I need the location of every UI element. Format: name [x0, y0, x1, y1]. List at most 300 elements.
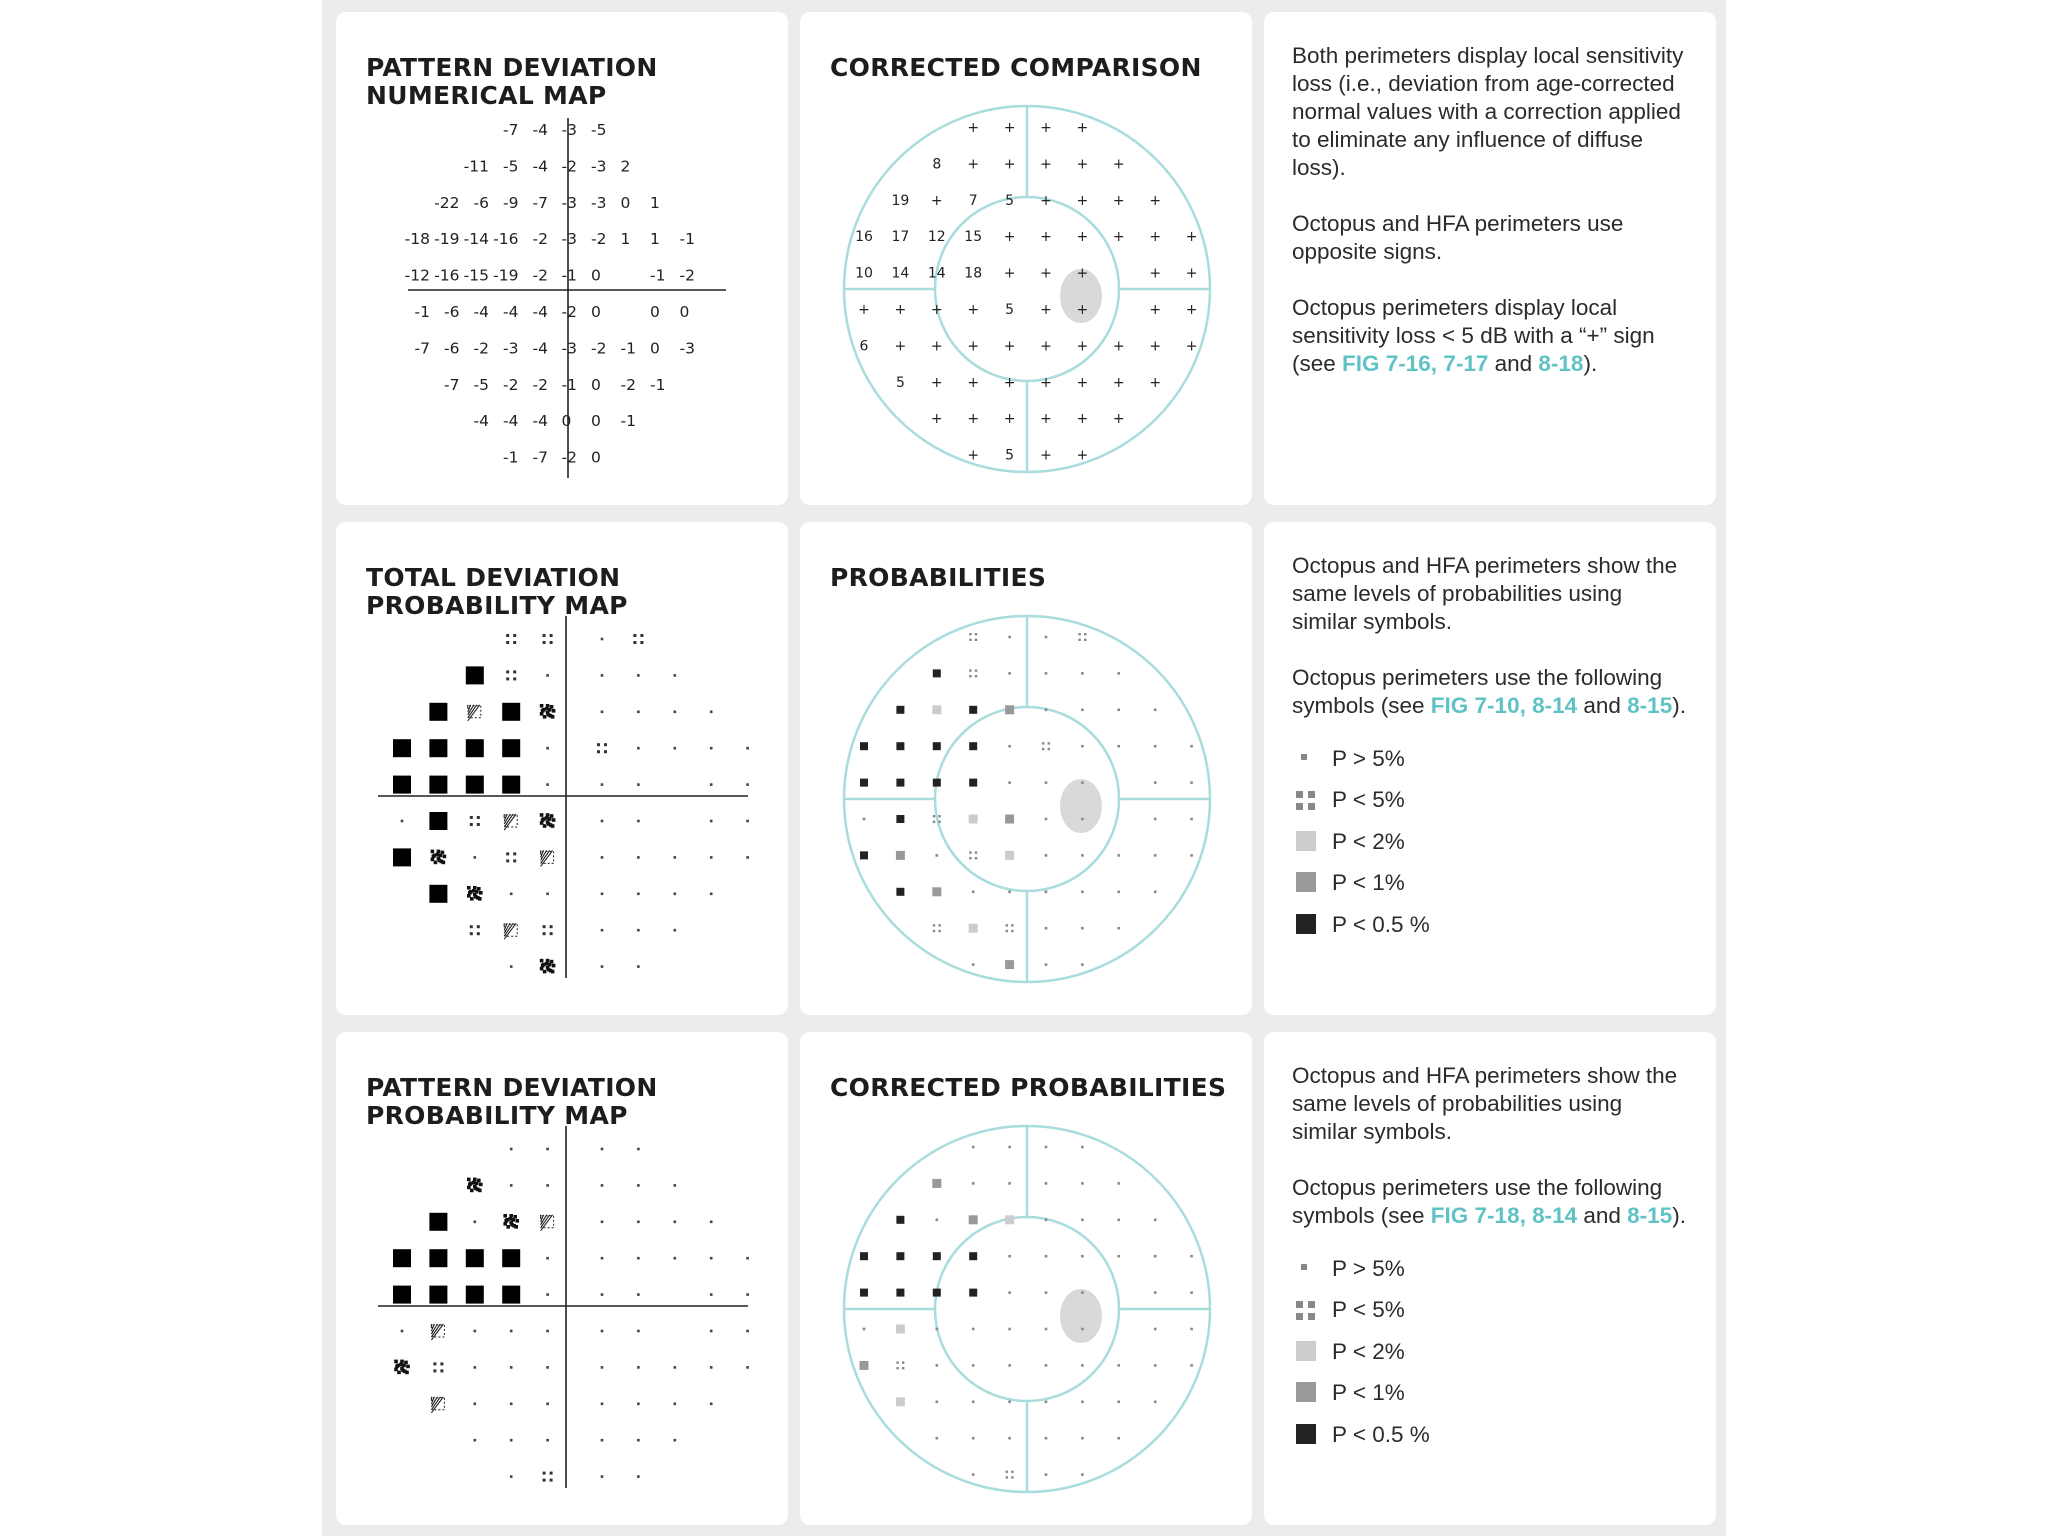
symbol-p-gt-5: [1081, 818, 1084, 821]
symbol-p-gt-5: [601, 1148, 604, 1151]
grid-value: -4: [532, 303, 548, 321]
legend-item-p-gt-5: [1292, 1248, 1692, 1290]
symbol-p-gt-5: [1045, 927, 1048, 930]
symbol-p-lt-5: [969, 669, 977, 677]
blind-spot: [1060, 1289, 1102, 1343]
symbol-p-lt-1: [932, 1179, 941, 1188]
symbol-p-gt-5: [546, 783, 549, 786]
grid-value: -4: [503, 303, 519, 321]
symbol-p-gt-5: [1045, 636, 1048, 639]
symbol-p-gt-5: [1008, 1146, 1011, 1149]
symbol-p-lt-1: [1005, 815, 1014, 824]
numeric-grid: [336, 12, 788, 505]
grid-value: +: [1185, 302, 1198, 318]
grid-value: 0: [591, 448, 601, 467]
grid-value: +: [1040, 229, 1052, 246]
symbol-p-gt-5: [1045, 672, 1048, 675]
symbol-p-gt-5: [401, 820, 404, 823]
symbol-p-gt-5: [1081, 1328, 1084, 1331]
symbol-p-lt-5: [933, 924, 941, 932]
paragraph-text: Octopus perimeters display local sensitivity loss < 5 dB with a “+” sign (see: [1292, 295, 1655, 376]
grid-value: +: [1076, 120, 1089, 136]
grid-value: -1: [503, 448, 519, 467]
symbol-p-gt-5: [1045, 1182, 1048, 1185]
legend-symbol-p-lt-5: [1294, 787, 1320, 813]
grid-value: +: [1076, 156, 1089, 173]
symbol-p-gt-5: [1081, 1255, 1084, 1258]
grid-value: +: [1040, 192, 1052, 209]
visual-field: [844, 616, 1210, 982]
symbol-p-gt-5: [674, 711, 677, 714]
paragraph-text: and: [1488, 351, 1539, 376]
panel-pattern-deviation-numerical: [336, 12, 788, 505]
symbol-p-gt-5: [637, 893, 640, 896]
symbol-p-gt-5: [601, 1403, 604, 1406]
figure-reference: 8-18: [1538, 351, 1584, 376]
symbol-p-gt-5: [1081, 891, 1084, 894]
grid-value: -3: [561, 121, 577, 139]
symbol-p-lt-05: [933, 742, 941, 750]
grid-value: -4: [473, 412, 489, 431]
symbol-p-gt-5: [637, 1293, 640, 1296]
description-paragraph: [1292, 42, 1692, 182]
paragraph-text: Octopus and HFA perimeters show the same levels of probabilities using similar symbols.: [1292, 553, 1678, 634]
symbol-p-lt-1: [503, 1214, 519, 1229]
grid-value: +: [1076, 192, 1089, 209]
symbol-p-lt-2: [504, 923, 517, 939]
symbol-p-gt-5: [510, 1184, 513, 1187]
symbol-p-gt-5: [1008, 1437, 1011, 1440]
symbol-p-gt-5: [972, 1182, 975, 1185]
grid-value: +: [1149, 192, 1162, 209]
symbol-p-gt-5: [601, 1184, 604, 1187]
symbol-p-gt-5: [1045, 818, 1048, 821]
symbol-p-lt-2: [431, 1397, 444, 1413]
symbol-p-lt-2: [932, 705, 941, 714]
symbol-p-lt-05: [466, 1249, 484, 1267]
symbol-p-gt-5: [1154, 891, 1157, 894]
symbol-p-gt-5: [710, 820, 713, 823]
grid-value: -3: [591, 157, 607, 176]
grid-value: 17: [891, 229, 910, 246]
legend-symbol-p-lt-2: [1294, 1339, 1320, 1365]
symbol-p-lt-2: [969, 815, 978, 824]
grid-value: +: [967, 374, 980, 391]
symbol-p-lt-5: [470, 816, 480, 826]
symbol-p-gt-5: [936, 1437, 939, 1440]
symbol-p-gt-5: [601, 1475, 604, 1478]
symbol-p-gt-5: [1045, 963, 1048, 966]
paragraph-text: Octopus perimeters use the following symbols (see: [1292, 665, 1663, 718]
symbol-p-lt-05: [502, 1286, 520, 1304]
symbol-p-gt-5: [1118, 1364, 1121, 1367]
symbol-p-gt-5: [1081, 781, 1084, 784]
symbol-p-lt-05: [933, 779, 941, 787]
paragraph-text: Octopus perimeters use the following symbols (see: [1292, 1175, 1663, 1228]
symbol-p-gt-5: [601, 1257, 604, 1260]
figure-reference: FIG 7-18, 8-14: [1430, 1203, 1578, 1228]
symbol-p-gt-5: [1008, 1328, 1011, 1331]
grid-value: -2: [473, 339, 489, 358]
grid-value: -12: [404, 266, 430, 285]
symbol-p-gt-5: [1154, 1291, 1157, 1294]
grid-value: +: [967, 156, 980, 173]
symbol-p-lt-05: [896, 1289, 904, 1297]
grid-value: -4: [503, 412, 519, 431]
symbol-p-lt-05: [502, 776, 520, 794]
symbol-p-gt-5: [863, 818, 866, 821]
blind-spot: [1060, 779, 1102, 833]
symbol-p-gt-5: [710, 893, 713, 896]
symbol-p-lt-5: [543, 1472, 553, 1482]
legend-item-p-lt-2: [1292, 1331, 1692, 1373]
symbol-p-gt-5: [546, 674, 549, 677]
description-paragraph: [1292, 210, 1692, 266]
symbol-p-lt-1: [467, 886, 483, 901]
panel-corrected-probabilities: [800, 1032, 1252, 1525]
title-line-1: TOTAL DEVIATION: [366, 563, 621, 592]
symbol-p-lt-5: [1042, 742, 1050, 750]
symbol-p-gt-5: [546, 1148, 549, 1151]
symbol-p-gt-5: [637, 929, 640, 932]
grid-value: -3: [503, 339, 519, 358]
symbol-p-gt-5: [936, 1364, 939, 1367]
symbol-p-lt-2: [541, 850, 554, 866]
symbol-p-gt-5: [746, 1366, 749, 1369]
symbol-p-lt-05: [429, 703, 447, 721]
symbol-p-gt-5: [546, 1257, 549, 1260]
symbol-p-gt-5: [674, 1184, 677, 1187]
symbol-p-gt-5: [1008, 672, 1011, 675]
symbol-p-gt-5: [546, 1293, 549, 1296]
symbol-p-gt-5: [601, 929, 604, 932]
symbol-p-gt-5: [1081, 672, 1084, 675]
symbol-p-lt-05: [896, 779, 904, 787]
grid-value: -1: [620, 412, 636, 431]
grid-value: +: [1185, 265, 1198, 282]
visual-field: [844, 1126, 1210, 1492]
symbol-p-gt-5: [710, 783, 713, 786]
legend-symbol-p-lt-05: [1294, 912, 1320, 938]
corrected-comparison-field: [800, 12, 1252, 505]
symbol-p-gt-5: [1008, 1255, 1011, 1258]
grid-value: -16: [493, 230, 519, 249]
symbol-p-lt-05: [429, 1213, 447, 1231]
grid-value: -3: [679, 339, 695, 358]
symbol-p-gt-5: [1154, 1401, 1157, 1404]
grid-value: +: [967, 120, 980, 136]
grid-value: -4: [473, 303, 489, 321]
symbol-p-lt-05: [969, 1252, 977, 1260]
symbol-p-gt-5: [1118, 1401, 1121, 1404]
grid-value: +: [1112, 229, 1125, 246]
symbol-p-lt-05: [393, 1286, 411, 1304]
legend-label: P < 1%: [1332, 870, 1405, 896]
description-paragraph: [1292, 294, 1692, 378]
symbol-p-gt-5: [1081, 1364, 1084, 1367]
grid-value: -2: [561, 157, 577, 176]
grid-value: +: [930, 411, 943, 428]
grid-value: -2: [591, 339, 607, 358]
symbol-p-lt-1: [394, 1360, 410, 1375]
grid-value: +: [930, 374, 943, 391]
symbol-p-gt-5: [637, 674, 640, 677]
symbol-p-gt-5: [1081, 1473, 1084, 1476]
legend-symbol-p-lt-5: [1294, 1297, 1320, 1323]
grid-value: +: [1076, 411, 1089, 428]
symbol-grid: [378, 616, 749, 978]
symbol-p-gt-5: [601, 1221, 604, 1224]
symbol-p-gt-5: [1008, 745, 1011, 748]
visual-field: [844, 106, 1210, 472]
title-line-1: CORRECTED COMPARISON: [830, 53, 1202, 82]
panel-description-1: [1264, 12, 1716, 505]
grid-value: +: [1149, 265, 1162, 282]
pattern-deviation-grid: [336, 1032, 788, 1525]
grid-value: +: [1149, 229, 1162, 246]
grid-value: +: [1185, 229, 1198, 246]
grid-value: +: [1112, 156, 1125, 173]
panel-pattern-deviation-probability: [336, 1032, 788, 1525]
symbol-p-gt-5: [710, 747, 713, 750]
symbol-p-lt-5: [633, 634, 643, 644]
symbol-p-gt-5: [936, 1219, 939, 1222]
grid-value: -4: [532, 121, 548, 139]
title-line-2: NUMERICAL MAP: [366, 81, 607, 110]
description-text: [1292, 42, 1692, 406]
symbol-p-gt-5: [1081, 1182, 1084, 1185]
symbol-p-gt-5: [637, 1257, 640, 1260]
grid-value: +: [894, 338, 907, 355]
symbol-p-gt-5: [1081, 1401, 1084, 1404]
grid-value: -5: [591, 121, 607, 139]
symbol-p-lt-5: [969, 851, 977, 859]
grid-value: +: [1040, 120, 1052, 136]
grid-value: +: [1003, 265, 1016, 282]
symbol-p-lt-2: [1005, 851, 1014, 860]
symbol-p-gt-5: [746, 1330, 749, 1333]
grid-value: 0: [591, 266, 601, 285]
grid-value: +: [1112, 374, 1125, 391]
symbol-p-lt-05: [896, 815, 904, 823]
symbol-p-gt-5: [746, 747, 749, 750]
grid-value: -6: [444, 339, 460, 358]
symbol-p-lt-1: [540, 813, 556, 828]
symbol-p-lt-05: [429, 1249, 447, 1267]
symbol-p-gt-5: [972, 1328, 975, 1331]
symbol-p-gt-5: [1045, 1328, 1048, 1331]
symbol-p-lt-05: [896, 1252, 904, 1260]
grid-value: +: [1076, 338, 1089, 355]
symbol-p-gt-5: [1118, 709, 1121, 712]
legend-symbol-p-lt-1: [1294, 870, 1320, 896]
grid-value: -4: [532, 339, 548, 358]
symbol-p-gt-5: [674, 1403, 677, 1406]
paragraph-text: ).: [1672, 693, 1686, 718]
symbol-p-gt-5: [1045, 709, 1048, 712]
symbol-p-lt-2: [504, 814, 517, 830]
symbol-p-gt-5: [1045, 1364, 1048, 1367]
grid-value: 0: [679, 303, 690, 321]
symbol-p-lt-5: [543, 634, 553, 644]
grid-value: 16: [855, 229, 873, 246]
grid-value: +: [967, 302, 980, 318]
symbol-p-gt-5: [710, 711, 713, 714]
grid-value: 2: [620, 157, 631, 176]
grid-value: 10: [855, 265, 873, 282]
symbol-p-gt-5: [1045, 1219, 1048, 1222]
symbol-p-gt-5: [1190, 1364, 1193, 1367]
symbol-p-gt-5: [710, 1403, 713, 1406]
symbol-p-gt-5: [637, 965, 640, 968]
symbol-p-lt-5: [506, 670, 516, 680]
symbol-p-gt-5: [1008, 1401, 1011, 1404]
paragraph-text: Octopus and HFA perimeters use opposite signs.: [1292, 211, 1624, 264]
panel-total-deviation-probability: [336, 522, 788, 1015]
description-paragraph: [1292, 1062, 1692, 1146]
grid-value: 6: [859, 338, 869, 355]
symbol-p-gt-5: [601, 856, 604, 859]
symbol-p-lt-5: [543, 925, 553, 935]
total-deviation-grid: [336, 522, 788, 1015]
grid-value: +: [1112, 192, 1125, 209]
grid-value: -7: [532, 448, 548, 467]
symbol-p-lt-05: [466, 739, 484, 757]
grid-value: -3: [561, 339, 577, 358]
symbol-p-gt-5: [401, 1330, 404, 1333]
legend-label: P > 5%: [1332, 745, 1405, 771]
symbol-p-lt-05: [860, 742, 868, 750]
symbol-p-gt-5: [1190, 1291, 1193, 1294]
symbol-p-gt-5: [1045, 1291, 1048, 1294]
description-paragraph: [1292, 664, 1692, 720]
symbol-p-gt-5: [1190, 1328, 1193, 1331]
symbol-p-lt-2: [896, 1325, 905, 1334]
legend-label: P > 5%: [1332, 1255, 1405, 1281]
symbol-p-gt-5: [1045, 1401, 1048, 1404]
symbol-p-lt-05: [502, 739, 520, 757]
symbol-p-lt-1: [1005, 960, 1014, 969]
grid-value: +: [967, 411, 980, 428]
grid-value: 19: [891, 192, 910, 209]
legend-item-p-lt-05: [1292, 1414, 1692, 1456]
symbol-p-lt-2: [969, 924, 978, 933]
symbol-p-gt-5: [1008, 781, 1011, 784]
grid-value: 12: [927, 229, 946, 246]
legend-label: P < 2%: [1332, 1338, 1405, 1364]
grid-value: -19: [434, 230, 460, 249]
symbol-p-gt-5: [1045, 1255, 1048, 1258]
symbol-p-gt-5: [637, 783, 640, 786]
grid-value: -15: [463, 266, 489, 285]
symbol-p-lt-1: [932, 887, 941, 896]
grid-value: -1: [650, 375, 666, 394]
grid-value: +: [1003, 411, 1016, 428]
symbol-p-gt-5: [637, 1330, 640, 1333]
grid-value: 0: [591, 412, 601, 431]
grid-value: -19: [493, 266, 519, 285]
symbol-p-gt-5: [936, 854, 939, 857]
symbol-p-gt-5: [674, 1366, 677, 1369]
symbol-p-gt-5: [601, 965, 604, 968]
symbol-p-lt-05: [466, 666, 484, 684]
symbol-p-gt-5: [1154, 1364, 1157, 1367]
symbol-legend: [1292, 1248, 1692, 1456]
grid-value: 1: [620, 230, 631, 249]
symbol-p-gt-5: [1081, 1291, 1084, 1294]
grid-value: -2: [503, 375, 519, 394]
symbol-p-gt-5: [601, 1293, 604, 1296]
symbol-p-lt-1: [540, 959, 556, 974]
symbol-p-gt-5: [1154, 1328, 1157, 1331]
grid-value: +: [1003, 120, 1016, 136]
grid-value: 15: [964, 229, 983, 246]
symbol-p-lt-5: [433, 1362, 443, 1372]
symbol-p-gt-5: [510, 1439, 513, 1442]
symbol-p-gt-5: [1081, 709, 1084, 712]
grid-value: +: [1076, 447, 1089, 464]
symbol-p-lt-05: [933, 669, 941, 677]
symbol-p-gt-5: [637, 820, 640, 823]
symbol-p-gt-5: [1154, 818, 1157, 821]
symbol-p-gt-5: [474, 856, 477, 859]
symbol-p-gt-5: [746, 1257, 749, 1260]
legend-item-p-lt-05: [1292, 904, 1692, 946]
grid-value: -5: [503, 157, 519, 176]
grid-value: 1: [650, 193, 660, 212]
symbol-p-gt-5: [1118, 891, 1121, 894]
panel-description-2: [1264, 522, 1716, 1015]
symbol-p-gt-5: [601, 893, 604, 896]
grid-value: 0: [650, 339, 660, 358]
grid-value: -9: [503, 193, 519, 212]
paragraph-text: ).: [1672, 1203, 1686, 1228]
grid-value: -1: [561, 266, 577, 285]
grid-value: -7: [503, 121, 519, 139]
symbol-p-gt-5: [746, 783, 749, 786]
grid-value: -3: [561, 230, 577, 249]
symbol-p-lt-05: [896, 706, 904, 714]
symbol-p-gt-5: [710, 1366, 713, 1369]
symbol-p-lt-05: [466, 1286, 484, 1304]
probabilities-field: [800, 522, 1252, 1015]
symbol-p-gt-5: [746, 820, 749, 823]
symbol-legend: [1292, 738, 1692, 946]
symbol-p-gt-5: [601, 711, 604, 714]
grid-value: -2: [532, 375, 548, 394]
grid-value: -7: [532, 193, 548, 212]
grid-value: -16: [434, 266, 460, 285]
symbol-p-gt-5: [546, 747, 549, 750]
symbol-p-gt-5: [1118, 1182, 1121, 1185]
symbol-p-gt-5: [510, 1366, 513, 1369]
legend-label: P < 2%: [1332, 828, 1405, 854]
symbol-p-gt-5: [936, 1401, 939, 1404]
symbol-p-gt-5: [637, 747, 640, 750]
symbol-p-gt-5: [637, 856, 640, 859]
symbol-p-gt-5: [746, 856, 749, 859]
grid-value: +: [967, 447, 980, 464]
symbol-p-gt-5: [746, 1293, 749, 1296]
symbol-p-lt-05: [429, 1286, 447, 1304]
paragraph-text: ).: [1583, 351, 1598, 376]
symbol-p-lt-05: [429, 885, 447, 903]
symbol-p-lt-05: [969, 742, 977, 750]
symbol-p-lt-05: [429, 776, 447, 794]
symbol-p-gt-5: [601, 1439, 604, 1442]
symbol-p-lt-05: [502, 1249, 520, 1267]
title-line-1: PATTERN DEVIATION: [366, 1073, 658, 1102]
